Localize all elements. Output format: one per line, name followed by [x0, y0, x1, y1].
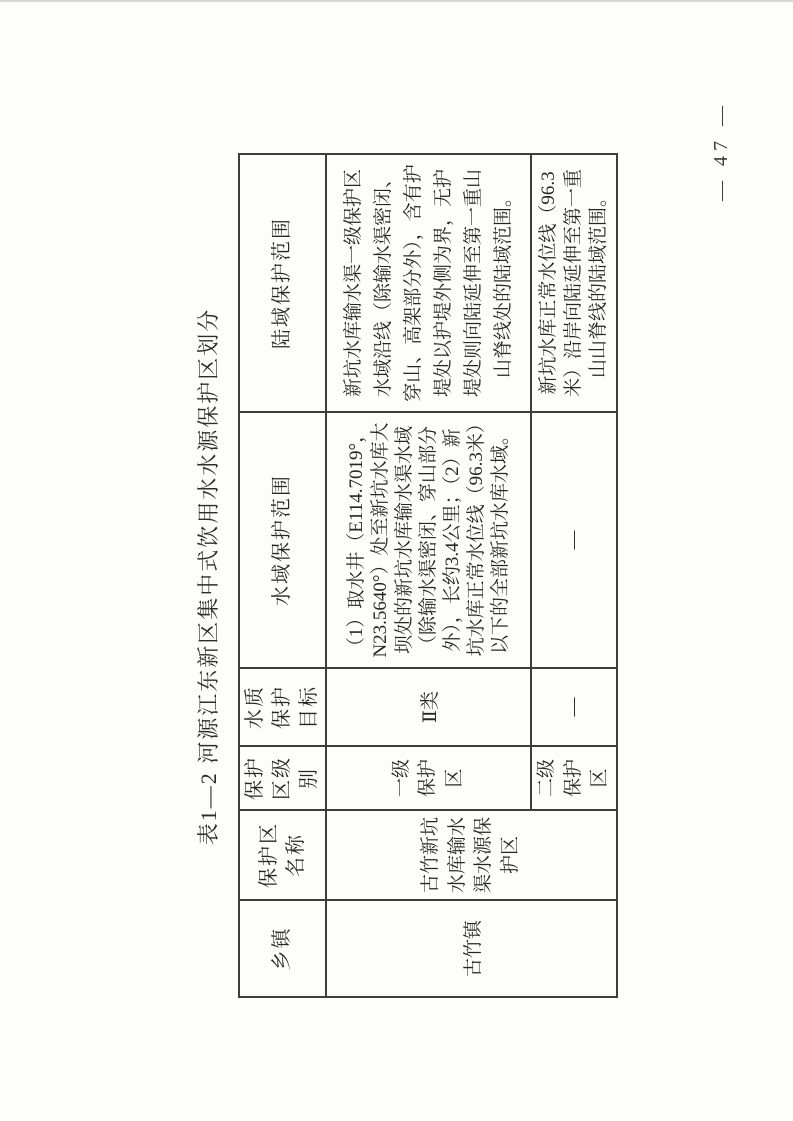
header-township: 乡镇 — [239, 900, 326, 997]
header-level: 保护区级别 — [239, 746, 326, 810]
cell-water-scope-1: （1）取水井（E114.7019°，N23.5640°）处至新坑水库大坝处的新坑水库输水渠水域（除输水渠密闭、穿山部分外），长约3.4公里；（2）新坑水库正常水位线（96.3米）以下的全部新坑水库水域。 — [326, 412, 531, 668]
header-zone-name: 保护区名称 — [239, 810, 326, 900]
cell-level-2: 二级保护区 — [531, 746, 617, 810]
cell-zone-name: 古竹新坑水库输水渠水源保护区 — [326, 810, 617, 900]
page-number: — 47 — — [710, 101, 732, 201]
cell-quality-target-2: — — [531, 668, 617, 746]
cell-level-1: 一级保护区 — [326, 746, 531, 810]
header-quality-target: 水质保护目标 — [239, 668, 326, 746]
table-title: 表1—2 河源江东新区集中式饮用水水源保护区划分 — [196, 307, 221, 846]
table-row-level1 — [326, 154, 531, 997]
protection-zone-table — [238, 153, 618, 998]
header-land-scope: 陆域保护范围 — [239, 154, 326, 412]
cell-township: 古竹镇 — [326, 900, 617, 997]
cell-water-scope-2: — — [531, 412, 617, 668]
cell-land-scope-2: 新坑水库正常水位线（96.3米）沿岸向陆延伸至第一重山山脊线的陆域范围。 — [531, 154, 617, 412]
cell-quality-target-1: Ⅱ类 — [326, 668, 531, 746]
header-row — [239, 154, 326, 997]
header-water-scope: 水域保护范围 — [239, 412, 326, 668]
cell-land-scope-1: 新坑水库输水渠一级保护区水域沿线（除输水渠密闭、穿山、高架部分外），含有护堤处以护堤外侧为界，无护堤处则向陆延伸至第一重山山脊线处的陆域范围。 — [326, 154, 531, 412]
